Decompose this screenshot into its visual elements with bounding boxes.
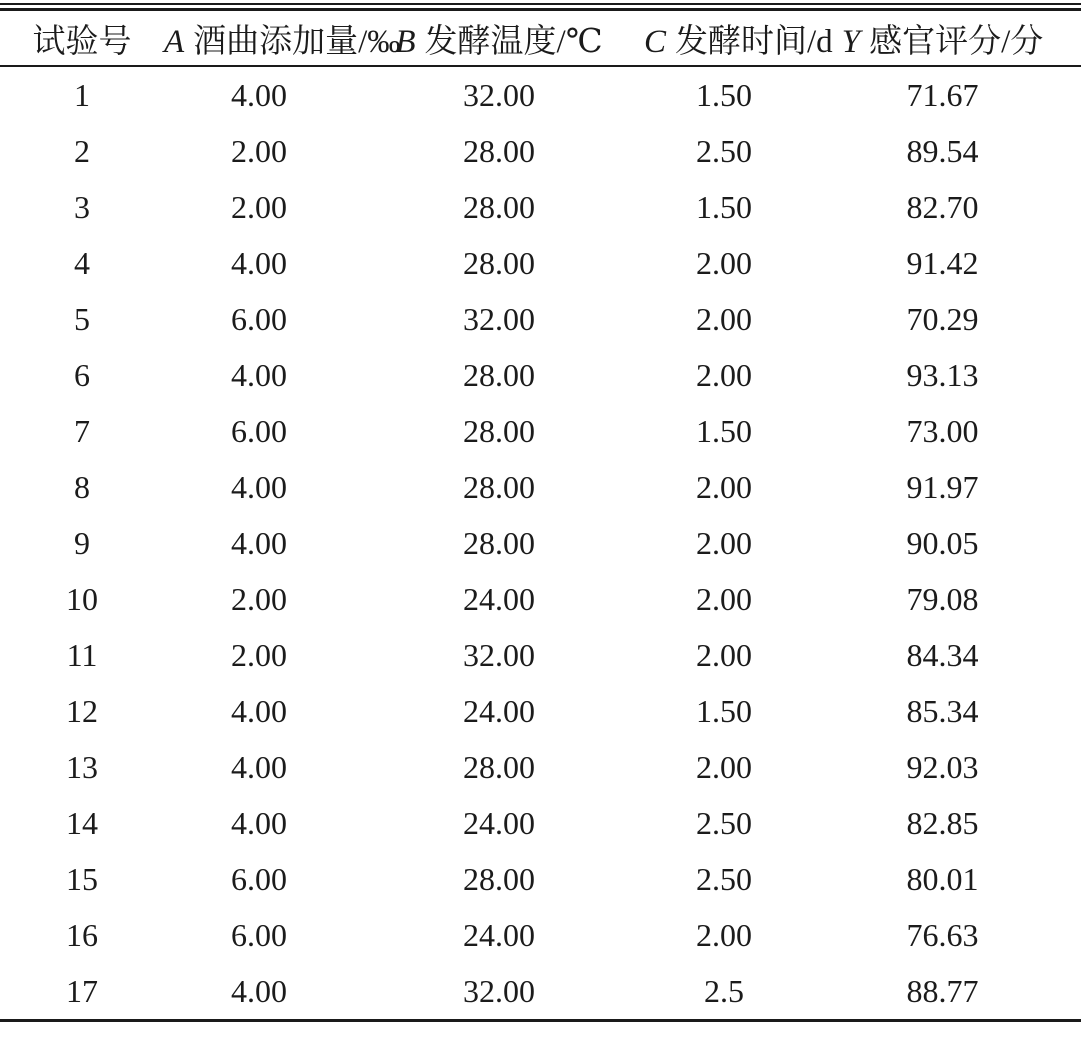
table-row — [0, 459, 1081, 515]
table-cell: 11 — [66, 636, 98, 673]
header-response-y — [804, 15, 1081, 62]
table-cell: 32.00 — [463, 300, 535, 337]
table-cell: 24.00 — [463, 804, 535, 841]
table-cell: 82.70 — [906, 188, 979, 225]
table-cell: 71.67 — [906, 76, 979, 113]
table-cell: 82.85 — [906, 804, 979, 841]
table-row — [0, 627, 1081, 683]
table-cell: 24.00 — [463, 692, 535, 729]
table-cell: 16 — [66, 916, 98, 953]
table-cell: 3 — [74, 188, 90, 225]
table-cell: 91.97 — [906, 468, 979, 505]
table-row — [0, 851, 1081, 907]
table-row — [0, 515, 1081, 571]
table-row — [0, 235, 1081, 291]
table-row — [0, 683, 1081, 739]
table-cell: 1.50 — [696, 692, 752, 729]
table-cell: 2.00 — [696, 580, 752, 617]
header-label: 发酵温度/℃ — [424, 23, 603, 60]
table-body — [0, 67, 1081, 1019]
table-cell: 70.29 — [906, 300, 979, 337]
table-cell: 93.13 — [906, 356, 979, 393]
table-row — [0, 347, 1081, 403]
table-cell: 1 — [74, 76, 90, 113]
table-top-rule-outer — [0, 3, 1081, 5]
table-header-row — [0, 11, 1081, 65]
table-row — [0, 907, 1081, 963]
table-cell: 4.00 — [231, 804, 287, 841]
header-factor-b — [354, 15, 644, 62]
table-cell: 84.34 — [906, 636, 979, 673]
table-cell: 28.00 — [463, 244, 535, 281]
table-cell: 2.50 — [696, 132, 752, 169]
table-cell: 28.00 — [463, 132, 535, 169]
table-cell: 2.00 — [696, 356, 752, 393]
table-cell: 2.00 — [231, 580, 287, 617]
header-label: 酒曲添加量/‰ — [193, 23, 401, 60]
table-cell: 28.00 — [463, 860, 535, 897]
table-row — [0, 123, 1081, 179]
table-cell: 2.5 — [704, 972, 744, 1009]
table-cell: 2 — [74, 132, 90, 169]
table-cell: 85.34 — [906, 692, 979, 729]
table-cell: 24.00 — [463, 916, 535, 953]
table-cell: 4.00 — [231, 244, 287, 281]
table-cell: 4.00 — [231, 468, 287, 505]
table-cell: 89.54 — [906, 132, 979, 169]
table-cell: 91.42 — [906, 244, 979, 281]
table-row — [0, 739, 1081, 795]
table-cell: 14 — [66, 804, 98, 841]
header-factor-letter: B — [395, 23, 416, 60]
table-cell: 2.50 — [696, 804, 752, 841]
table-cell: 8 — [74, 468, 90, 505]
table-cell: 32.00 — [463, 76, 535, 113]
table-cell: 80.01 — [906, 860, 979, 897]
table-cell: 76.63 — [906, 916, 979, 953]
table-cell: 2.00 — [696, 468, 752, 505]
table-cell: 2.00 — [231, 132, 287, 169]
header-label: 发酵时间/d — [675, 23, 833, 60]
header-factor-letter: C — [644, 23, 667, 60]
table-cell: 4.00 — [231, 748, 287, 785]
header-label: 试验号 — [32, 23, 132, 60]
header-run-number — [0, 15, 164, 62]
table-cell: 17 — [66, 972, 98, 1009]
table-cell: 2.00 — [696, 636, 752, 673]
table-cell: 73.00 — [906, 412, 979, 449]
table-cell: 32.00 — [463, 972, 535, 1009]
header-factor-c — [644, 15, 833, 62]
header-factor-letter: A — [164, 23, 185, 60]
table-cell: 6.00 — [231, 916, 287, 953]
table-cell: 88.77 — [906, 972, 979, 1009]
table-row — [0, 571, 1081, 627]
table-cell: 5 — [74, 300, 90, 337]
table-bottom-rule — [0, 1019, 1081, 1022]
table-cell: 2.00 — [696, 244, 752, 281]
table-cell: 9 — [74, 524, 90, 561]
table-cell: 28.00 — [463, 412, 535, 449]
table-cell: 15 — [66, 860, 98, 897]
table-cell: 28.00 — [463, 188, 535, 225]
table-cell: 4.00 — [231, 356, 287, 393]
table-cell: 1.50 — [696, 188, 752, 225]
table-cell: 4.00 — [231, 692, 287, 729]
table-cell: 28.00 — [463, 524, 535, 561]
table-row — [0, 403, 1081, 459]
header-factor-a — [164, 15, 401, 62]
table-cell: 92.03 — [906, 748, 979, 785]
table-cell: 6.00 — [231, 412, 287, 449]
table-row — [0, 795, 1081, 851]
table-cell: 90.05 — [906, 524, 979, 561]
table-row — [0, 67, 1081, 123]
table-cell: 7 — [74, 412, 90, 449]
table-cell: 4 — [74, 244, 90, 281]
table-cell: 28.00 — [463, 468, 535, 505]
table-cell: 79.08 — [906, 580, 979, 617]
table-cell: 2.00 — [696, 748, 752, 785]
table-cell: 32.00 — [463, 636, 535, 673]
table-cell: 1.50 — [696, 412, 752, 449]
table-row — [0, 963, 1081, 1019]
header-factor-letter: Y — [841, 23, 861, 60]
table-cell: 6.00 — [231, 300, 287, 337]
table-cell: 6 — [74, 356, 90, 393]
table-cell: 1.50 — [696, 76, 752, 113]
table-cell: 24.00 — [463, 580, 535, 617]
table-cell: 13 — [66, 748, 98, 785]
table-cell: 6.00 — [231, 860, 287, 897]
header-label: 感官评分/分 — [869, 23, 1044, 60]
table-cell: 4.00 — [231, 972, 287, 1009]
table-row — [0, 179, 1081, 235]
table-cell: 4.00 — [231, 76, 287, 113]
table-cell: 10 — [66, 580, 98, 617]
table-cell: 2.00 — [231, 188, 287, 225]
table-cell: 2.00 — [231, 636, 287, 673]
table-cell: 4.00 — [231, 524, 287, 561]
table-cell: 2.50 — [696, 860, 752, 897]
table-cell: 28.00 — [463, 356, 535, 393]
table-cell: 28.00 — [463, 748, 535, 785]
table-cell: 12 — [66, 692, 98, 729]
table-cell: 2.00 — [696, 524, 752, 561]
table-cell: 2.00 — [696, 300, 752, 337]
table-cell: 2.00 — [696, 916, 752, 953]
table-row — [0, 291, 1081, 347]
